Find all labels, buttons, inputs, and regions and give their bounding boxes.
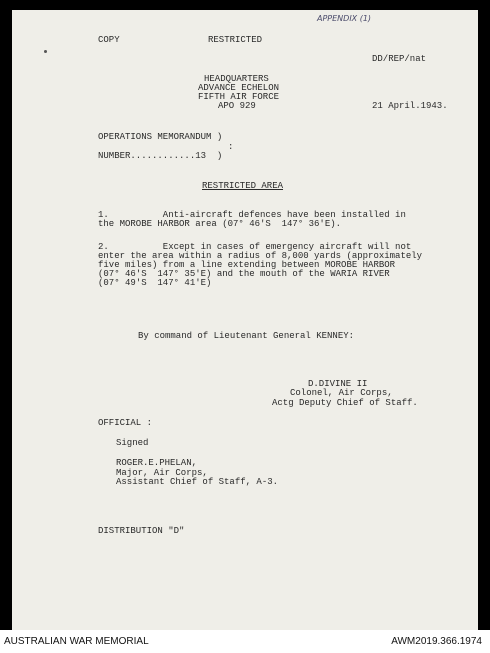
hq-line: HEADQUARTERS bbox=[204, 74, 269, 84]
paragraph-2-line: 2. Except in cases of emergency aircraft will not bbox=[98, 242, 412, 252]
hq-line: APO 929 bbox=[218, 101, 256, 111]
subject-heading: RESTRICTED AREA bbox=[202, 181, 284, 191]
signature-line: Colonel, Air Corps, bbox=[290, 388, 393, 398]
paragraph-2-line: enter the area within a radius of 8,000 yards (approximately bbox=[98, 251, 423, 261]
official-signature-line: Assistant Chief of Staff, A-3. bbox=[116, 477, 279, 487]
official-label: OFFICIAL : bbox=[98, 418, 153, 428]
classification-header: RESTRICTED bbox=[208, 35, 263, 45]
hq-line: FIFTH AIR FORCE bbox=[198, 92, 280, 102]
distribution-line: DISTRIBUTION "D" bbox=[98, 526, 185, 536]
document-page bbox=[12, 10, 478, 630]
handwritten-appendix-note: APPENDIX (1) bbox=[317, 14, 372, 23]
memo-label: OPERATIONS MEMORANDUM ) bbox=[98, 132, 223, 142]
paragraph-1-line: 1. Anti-aircraft defences have been installed in bbox=[98, 210, 406, 220]
official-signature-line: Major, Air Corps, bbox=[116, 468, 208, 478]
footer-accession-number: AWM2019.366.1974 bbox=[391, 636, 482, 647]
document-date: 21 April.1943. bbox=[372, 101, 448, 111]
signature-line: Actg Deputy Chief of Staff. bbox=[272, 398, 418, 408]
command-line: By command of Lieutenant General KENNEY: bbox=[138, 331, 355, 341]
hq-line: ADVANCE ECHELON bbox=[198, 83, 280, 93]
paragraph-2-line: five miles) from a line extending between MOROBE HARBOR bbox=[98, 260, 396, 270]
memo-colon: : bbox=[228, 142, 234, 152]
paragraph-2-line: (07° 49'S 147° 41'E) bbox=[98, 278, 212, 288]
signed-label: Signed bbox=[116, 438, 149, 448]
archive-footer bbox=[0, 630, 490, 653]
footer-institution: AUSTRALIAN WAR MEMORIAL bbox=[4, 636, 149, 647]
copy-label: COPY bbox=[98, 35, 120, 45]
paragraph-2-line: (07° 46'S 147° 35'E) and the mouth of the WARIA RIVER bbox=[98, 269, 390, 279]
signature-line: D.DIVINE II bbox=[308, 379, 368, 389]
official-signature-line: ROGER.E.PHELAN, bbox=[116, 458, 198, 468]
paragraph-1-line: the MOROBE HARBOR area (07° 46'S 147° 36'E). bbox=[98, 219, 342, 229]
reference-code: DD/REP/nat bbox=[372, 54, 427, 64]
paper-speck bbox=[44, 50, 47, 53]
memo-number: NUMBER............13 ) bbox=[98, 151, 223, 161]
